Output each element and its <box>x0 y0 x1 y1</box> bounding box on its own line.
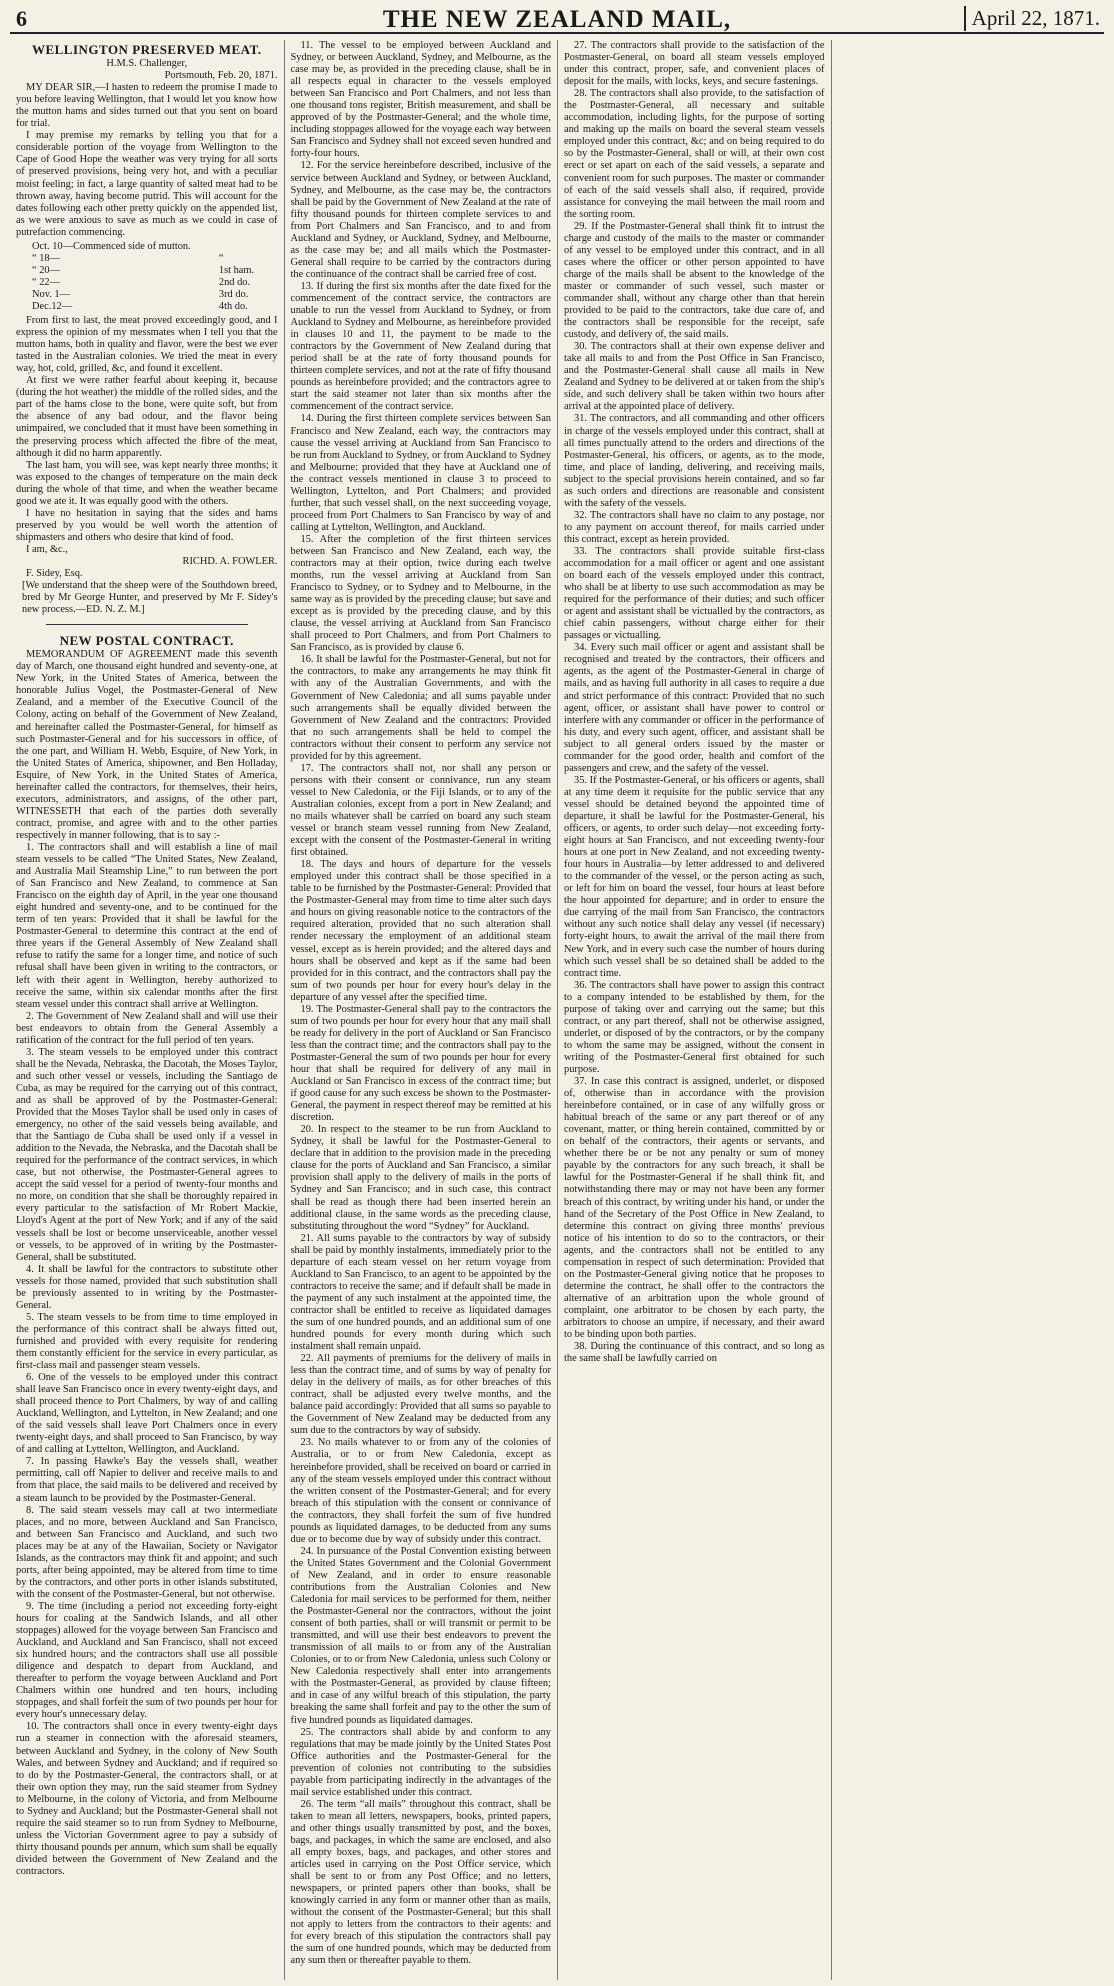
contract-preamble: MEMORANDUM OF AGREEMENT made this seventh day of March, one thousand eight hundred and seventy-one, at New York, in the United States of America, between the honorable Julius Vogel, the Postmaster-General of New Zealand, and a member of the Executive Council of the Colony, acting on behalf of the Government of New Zealand, and hereinafter called the Postmaster-General, for himself as such Postmaster-General and for his successors in office, of the one part, and William H. Webb, Esquire, of New York, in the United States of America, shipowner, and Ben Holladay, Esquire, of New York, in the United States of America, hereinafter called the contractors, for themselves, their heirs, executors, administrators, and assigns, of the other part, WITNESSETH that each of the parties doth severally contract, promise, and agree with and to the other parties respectively in manner following, that is to say :- <box>16 649 278 841</box>
contract-clause: 10. The contractors shall once in every twenty-eight days run a steamer in connection with the aforesaid steamers, between Auckland and Sydney, in the colony of New South Wales, and between Sydney and Auckland; and if required so to do by the Postmaster-General, the contractors shall, or at their own option they may, run the said steamer from Sydney to Melbourne, in the colony of Victoria, and from Melbourne to Sydney and Auckland; but the Postmaster-General shall not require the said steamer so to run from Sydney to Melbourne, unless the Victorian Government agree to pay a subsidy of thirty thousand pounds per annum, which sum shall be equally divided between the Government of New Zealand and the contractors. <box>16 1721 278 1877</box>
contract-clauses-part-2 <box>291 40 552 1968</box>
contract-clause: 11. The vessel to be employed between Auckland and Sydney, or between Auckland, Sydney, and Melbourne, as the case may be, as provided in the preceding clause, shall be in all respects equal in character to the vessels employed between San Francisco and Port Chalmers, and not less than one thousand tons register, British measurement, and shall be approved of by the Postmaster-General; and the whole time, including stoppages allowed for the voyage each way between San Francisco and Sydney shall not exceed seven hundred and forty-four hours. <box>290 40 551 160</box>
letter-paragraph: The last ham, you will see, was kept nearly three months; it was exposed to the changes of temperature on the main deck during the whole of that time, and when the weather became good we ate it. It was equally good with the others. <box>16 459 278 507</box>
contract-clause: 7. In passing Hawke's Bay the vessels shall, weather permitting, call off Napier to deliver and receive mails to and from that place, the said mails to be delivered and received by a steam launch to be provided by the Postmaster-General. <box>16 1456 278 1504</box>
column-2 <box>284 40 558 1980</box>
contract-clause: 15. After the completion of the first thirteen services between San Francisco and New Zealand, each way, the contractors may at their option, twice during each twelve months, run the vessel arriving at Auckland from San Francisco to Sydney, or to Sydney and to Melbourne, in the same way as is provided by the preceding clause; but save and except as is provided by the preceding clause, and by this clause, the vessel arriving at Auckland from San Francisco shall proceed to Port Chalmers, and from Port Chalmers to San Francisco, as is provided by clause 6. <box>290 533 551 654</box>
letter-paragraph: At first we were rather fearful about keeping it, because (during the hot weather) the middle of the rolled sides, and the part of the hams close to the bone, were quite soft, but from the absence of any bad odour, and the flavor being unimpaired, we concluded that it must have been something in the preserving process which affected the fibre of the meat, although it did no harm apparently. <box>16 375 278 459</box>
contract-clause: 22. All payments of premiums for the delivery of mails in less than the contract time, and of sums by way of penalty for delay in the delivery of mails, as for other breaches of this contract, shall be adjusted every twelve months, and the balance paid accordingly: Provided that all sums so payable to the Government of New Zealand may be deducted from any sum due to the contractors by way of subsidy. <box>290 1353 551 1437</box>
meat-part: 3rd do. <box>218 288 249 300</box>
meat-date: “ 20— <box>32 264 60 276</box>
letter-paragraph: MY DEAR SIR,—I hasten to redeem the promise I made to you before leaving Wellington, that I would let you know how the mutton hams and sides turned out that you sent on board for trial. <box>16 82 278 130</box>
contract-clause: 9. The time (including a period not exceeding forty-eight hours for coaling at the Sandwich Islands, and all other stoppages) allowed for the voyage between San Francisco and Auckland, and Auckland and San Francisco, shall not exceed six hundred hours; and the contractors shall use all possible diligence and despatch to depart from Auckland, and thereafter to perform the voyage between Auckland and Port Chalmers within one hundred and ten hours, including stoppages, and shall forfeit the sum of two pounds per hour for every hour's unnecessary delay. <box>16 1600 278 1721</box>
meat-date-row <box>28 289 263 301</box>
letter-closing: I am, &c., <box>26 543 68 555</box>
letter-place-date: Portsmouth, Feb. 20, 1871. <box>164 70 278 82</box>
contract-clause: 17. The contractors shall not, nor shall any person or persons with their consent or connivance, run any steam vessel to New Caledonia, or the Fiji Islands, or to any of the Australian colonies, except from a port in New Zealand; and no mails whatever shall be carried on board any such steam vessel or branch steam vessel running from New Zealand, except with the consent of the Postmaster-General in writing first obtained. <box>290 762 551 859</box>
contract-clause: 1. The contractors shall and will establish a line of mail steam vessels to be called “The United States, New Zealand, and Australia Mail Steamship Line,” to run between the port of San Francisco and New Zealand, to commence at San Francisco on the eighth day of April, in the year one thousand eight hundred and seventy-one, and to be continued for the term of ten years: Provided that it shall be lawful for the Postmaster-General to determine this contract at the end of three years if the General Assembly of New Zealand shall refuse to ratify the same for a longer time, and notice of such refusal shall have been given in writing to the contractors, or left with their agent in Wellington, hereby authorized to receive the same, within six calendar months after the first steam vessel under this contract shall arrive at Wellington. <box>16 842 278 1010</box>
contract-clause: 19. The Postmaster-General shall pay to the contractors the sum of two pounds per hour for every hour that any mail shall be ready for delivery in the port of Auckland or San Francisco less than the contract time; and the contractors shall pay to the Postmaster-General the sum of two pounds per hour for every hour that shall be required for delivery of any mail in Auckland or San Francisco in excess of the contract time; but if good cause for any such excess be shown to the Postmaster-General, the payment in respect thereof may be remitted at his discretion. <box>290 1003 551 1124</box>
meat-date: Nov. 1— <box>32 288 71 300</box>
columns <box>10 40 1104 1980</box>
contract-clause: 31. The contractors, and all commanding and other officers in charge of the vessels employed under this contract, shall at all times punctually attend to the orders and directions of the Postmaster-General, his officers, or agents, as to the mode, time, and place of landing, delivering, and receiving mails, subject to the special provisions herein contained, and so far as such orders and directions are reasonable and consistent with the safety of the vessels. <box>564 413 825 509</box>
contract-clauses-part-3 <box>564 40 825 1365</box>
contract-clause: 28. The contractors shall also provide, to the satisfaction of the Postmaster-General, all necessary and suitable accommodation, including lights, for the purpose of sorting and making up the mails on board the several steam vessels employed under this contract, &c; and on being required to do so by the Postmaster-General, shall or will, at their own cost erect or set apart on each of the said vessels, a separate and convenient room for such purposes. The master or commander of each of the said vessels shall also, if required, provide assistance for conveying the mail between the mail room and the sorting room. <box>564 88 825 220</box>
contract-clause: 24. In pursuance of the Postal Convention existing between the United States Government and the Colonial Government of New Zealand, and in order to ensure reasonable contributions from the Australian Colonies and New Caledonia for mail services to be performed for them, neither the Postmaster-General nor the contractors, without the joint consent of both parties, shall or will transmit or permit to be transmitted, and will use their best endeavors to prevent the transmission of all mails to or from any of the Australian Colonies, or to or from New Caledonia, unless such Colony or New Caledonia respectively shall enter into arrangements with the Postmaster-General, as provided by clause fifteen; and in case of any wilful breach of this stipulation, the party breaking the same shall forfeit and pay to the other the sum of five hundred pounds as liquidated damages. <box>290 1545 551 1726</box>
contract-clause: 12. For the service hereinbefore described, inclusive of the service between Auckland and Sydney, or between Auckland, Sydney, and Melbourne, as the case may be, the contractors shall be paid by the Government of New Zealand at the rate of fifty thousand pounds for thirteen complete services to and from Port Chalmers and San Francisco, and to and from Auckland and Sydney, or Auckland, Sydney, and Melbourne, as the case may be; and all mails which the Postmaster-General shall require to be carried by the contractors during the continuance of the contract shall be carried free of cost. <box>290 160 551 280</box>
contract-clause: 32. The contractors shall have no claim to any postage, nor to any payment on account thereof, for mails carried under this contract, except as herein provided. <box>564 509 825 545</box>
contract-clause: 13. If during the first six months after the date fixed for the commencement of the contract service, the contractors are unable to run the vessel from Auckland to Sydney, or from Auckland to Sydney and Melbourne, as hereinbefore provided in clauses 10 and 11, the payment to be made to the contractors by the Government of New Zealand during that period shall be at the rate of forty thousand pounds for thirteen complete services, and not at the rate of fifty thousand pounds as hereinbefore provided; and the contractors agree to start the said steamer not later than six months after the commencement of the contract service. <box>290 280 551 413</box>
column-1 <box>10 40 284 1980</box>
meat-date-row <box>28 301 263 313</box>
contract-clause: 8. The said steam vessels may call at two intermediate places, and no more, between Auckland and San Francisco, and between San Francisco and Auckland, and such two places may be at any of the Hawaiian, Society or Navigator Islands, as the contractors may think fit and appoint; and such ports, after being appointed, may be altered from time to time by the contractors, and other ports in other islands substituted, with the consent of the Postmaster-General, but not otherwise. <box>16 1504 278 1600</box>
meat-part: 2nd do. <box>218 276 251 288</box>
meat-date-row <box>28 253 263 265</box>
letter-ship: H.M.S. Challenger, <box>106 58 188 70</box>
letter-signature: RICHD. A. FOWLER. <box>182 555 278 567</box>
contract-clause: 14. During the first thirteen complete services between San Francisco and New Zealand, each way, the contractors may cause the vessel arriving at Auckland from San Francisco to be run from Auckland to Sydney, or from Auckland to Sydney and Melbourne: provided that they have at Auckland one of the contract vessels mentioned in clause 3 to proceed to Wellington, Lyttelton, and Port Chalmers; and provided further, that such vessel shall, on the next succeeding voyage, proceed from Port Chalmers to San Francisco by way of and calling at Lyttelton, Wellington, and Auckland. <box>290 413 551 533</box>
meat-part <box>215 241 263 253</box>
editor-note: [We understand that the sheep were of the Southdown breed, bred by Mr George Hunter, and preserved by Mr F. Sidey's new process.—ED. N. Z. M.] <box>22 580 278 616</box>
contract-clause: 27. The contractors shall provide to the satisfaction of the Postmaster-General, on board all steam vessels employed under this contract, proper, safe, and convenient places of deposit for the mails, with locks, keys, and secure fastenings. <box>564 40 825 88</box>
contract-clause: 37. In case this contract is assigned, underlet, or disposed of, otherwise than in accordance with the provision hereinbefore contained, or in case of any wilfully gross or habitual breach of the same or any part thereof or of any covenant, matter, or thing herein contained, committed by or on behalf of the contractors, their agents or servants, and whether there be or be not any penalty or sum of money payable by the contractors for any such breach, it shall be lawful for the Postmaster-General if he shall think fit, and notwithstanding there may or may not have been any former breach of this contract, by writing under his hand, or under the hand of the Secretary of the Post Office in New Zealand, to determine this contract on giving three months' previous notice of his intention to do so to the contractors, or their agents, and the contractors shall not be entitled to any compensation in respect of such determination: Provided that on the Postmaster-General giving notice that he proposes to determine the contract, he shall offer to the contractors the alternative of an arbitration upon the whole ground of complaint, one arbitrator to be chosen by each party, the arbitrators to choose an umpire, if necessary, and their award to be binding upon both parties. <box>564 1076 825 1341</box>
page-number: 6 <box>16 6 27 31</box>
newspaper-page <box>10 0 1104 1982</box>
meat-part: “ <box>218 252 224 264</box>
meat-part: 4th do. <box>218 300 248 312</box>
letter-paragraph: I have no hesitation in saying that the sides and hams preserved by you would be well worth the attention of shipmasters and others who desire that kind of food. <box>16 507 278 543</box>
contract-clause: 2. The Government of New Zealand shall and will use their best endeavors to obtain from the General Assembly a ratification of the contract for the full period of ten years. <box>16 1010 278 1046</box>
contract-clause: 36. The contractors shall have power to assign this contract to a company intended to be established by them, for the purpose of taking over and carrying out the same; but this contract, or any part thereof, shall not be otherwise assigned, underlet, or disposed of by the contractors, or by the company to whom the same may be assigned, without the consent in writing of the Postmaster-General first obtained for such purpose. <box>564 979 825 1075</box>
contract-clauses-part-1 <box>16 842 278 1878</box>
contract-clause: 34. Every such mail officer or agent and assistant shall be recognised and treated by the contractors, their officers and agents, as the agent of the Postmaster-General in charge of mails, and as having full authority in all cases to require a due and strict performance of this contract: Provided that no such agent, officer, or assistant shall have power to control or interfere with any commander or officer in the performance of his duty, and every such agent, officer, and assistant shall be subject to all general orders issued by the master or commander for the good order, health and comfort of the passengers and crew, and the safety of the vessel. <box>564 642 825 774</box>
meat-date: “ 22— <box>32 276 60 288</box>
contract-clause: 26. The term “all mails” throughout this contract, shall be taken to mean all letters, newspapers, books, printed papers, and other things usually transmitted by post, and the boxes, bags, and packages, in which the same are enclosed, and also all empty boxes, bags, and packages, and other stores and articles used in carrying on the Post Office service, which shall be sent to or from any Post Office; and no letters, newspapers, or printed papers other than books, shall be knowingly carried in any form or manner other than as mails, without the consent of the Postmaster-General; but this shall not apply to letters from the contractors to their agents: and for every breach of this stipulation the contractors shall pay the sum of one hundred pounds, which may be deducted from any sum then or thereafter payable to them. <box>290 1798 551 1967</box>
contract-clause: 33. The contractors shall provide suitable first-class accommodation for a mail officer or agent and one assistant on board each of the vessels employed under this contract, who shall be at liberty to use such accommodation as may be required for the performance of their duties; and such officer or agent and assistant shall be victualled by the contractors, as chief cabin passengers, without charge either for their passages or victualling. <box>564 545 825 642</box>
meat-date: Oct. 10—Commenced side of mutton. <box>32 240 191 252</box>
contract-clause: 30. The contractors shall at their own expense deliver and take all mails to and from the Post Office in San Francisco, and the Postmaster-General shall cause all mails in New Zealand and Sydney to be delivered at or taken from the ship's side, and such delivery shall be taken within two hours after arrival at the appointed place of delivery. <box>564 341 825 413</box>
meat-dates-table <box>28 241 263 313</box>
contract-clause: 23. No mails whatever to or from any of the colonies of Australia, or to or from New Caledonia, except as hereinbefore provided, shall be received on board or carried in any of the steam vessels employed under this contract without the written consent of the Postmaster-General; and for every breach of this stipulation with the consent or connivance of the contractors, they shall forfeit the sum of five hundred pounds as liquidated damages, to be deducted from any sums due or to become due by way of subsidy under this contract. <box>290 1437 551 1545</box>
article-headline-meat: WELLINGTON PRESERVED MEAT. <box>31 42 262 57</box>
column-4 <box>831 40 1105 1980</box>
contract-clause: 4. It shall be lawful for the contractors to substitute other vessels for those named, provided that such substitution shall be previously assented to in writing by the Postmaster-General. <box>16 1263 278 1311</box>
letter-addressee: F. Sidey, Esq. <box>26 568 83 580</box>
contract-clause: 29. If the Postmaster-General shall think fit to intrust the charge and custody of the mails to the master or commander of any vessel to be employed under this contract, and in all cases where the officer or other person appointed to have charge of the mails shall be absent to the knowledge of the master or commander of such vessel, such master or commander shall, without any charge other than that herein provided to be paid to the contractors, take due care of, and the contractors shall be responsible for the receipt, safe custody, and delivery of, the said mails. <box>564 220 825 341</box>
column-3 <box>557 40 831 1980</box>
contract-clause: 6. One of the vessels to be employed under this contract shall leave San Francisco once in every twenty-eight days, and shall proceed thence to Port Chalmers, by way of and calling Auckland, Wellington, and Lyttelton, in New Zealand; and one of the said vessels shall leave Port Chalmers once in every twenty-eight days, and shall proceed to San Francisco, by way of and calling at Lyttelton, Wellington, and Auckland. <box>16 1372 278 1456</box>
contract-clause: 3. The steam vessels to be employed under this contract shall be the Nevada, Nebraska, the Dacotah, the Moses Taylor, and such other vessel or vessels, including the Santiago de Cuba, as may be required for the carrying out of this contract, and as shall be approved of by the Postmaster-General: Provided that the Moses Taylor shall be used only in cases of emergency, no other of the said vessels being available, and that the Santiago de Cuba shall be used only if a vessel in addition to the Nevada, the Nebraska, and the Dacotah shall be required for the performance of the contract services, in which case, but not otherwise, the Postmaster-General agrees to accept the said vessel for a period of twenty-four months and no more, on condition that she shall be thoroughly repaired in every particular to the satisfaction of Mr Robert Mackie, Lloyd's Agent at the port of New York; and if any of the said vessels shall be lost or become unserviceable, another vessel or vessels, to be approved of in writing by the Postmaster-General, shall be substituted. <box>16 1046 278 1263</box>
contract-clause: 21. All sums payable to the contractors by way of subsidy shall be paid by monthly instalments, immediately prior to the departure of each steam vessel on her return voyage from Auckland to San Francisco, to an agent to be appointed by the contractors to receive the same; and if default shall be made in the payment of any such instalment at the appointed time, the contractor shall be entitled to receive as liquidated damages the sum of one hundred pounds, and an additional sum of one hundred pounds for every month during which such instalment shall remain unpaid. <box>290 1232 551 1353</box>
meat-part: 1st ham. <box>218 264 255 276</box>
contract-clause: 20. In respect to the steamer to be run from Auckland to Sydney, it shall be lawful for the Postmaster-General to declare that in addition to the provision made in the preceding clause for the ports of Auckland and San Francisco, a similar provision shall apply to the delivery of mails in the ports of Sydney and San Francisco; and in such case, this contract shall be read as though there had been inserted herein an additional clause, in the same words as the preceding clause, substituting throughout the word “Sydney” for Auckland. <box>290 1124 551 1232</box>
issue-date: April 22, 1871. <box>964 6 1100 31</box>
contract-clause: 5. The steam vessels to be from time to time employed in the performance of this contract shall be always fitted out, furnished and provided with every requisite for rendering them constantly efficient for the service in every particular, as first-class mail and passenger steam vessels. <box>16 1311 278 1372</box>
meat-date-row <box>28 241 263 253</box>
meat-date: Dec.12— <box>32 300 73 312</box>
letter-paragraph: I may premise my remarks by telling you that for a considerable portion of the voyage from Wellington to the Cape of Good Hope the weather was very trying for all sorts of preserved provisions, being very hot, and with a peculiar moist feeling; in fact, a large quantity of salted meat had to be thrown away, having become putrid. This will account for the dates following each other pretty quickly on the appended list, as we were anxious to save as much as we could in case of putrefaction commencing. <box>16 130 278 238</box>
contract-clause: 25. The contractors shall abide by and conform to any regulations that may be made jointly by the United States Post Office authorities and the Postmaster-General for the prevention of colonies not contributing to the subsidies payable from participating indirectly in the advantages of the mail service established under this contract. <box>290 1726 551 1798</box>
masthead <box>10 6 1104 34</box>
meat-date-row <box>28 265 263 277</box>
meat-date-row <box>28 277 263 289</box>
newspaper-title: THE NEW ZEALAND MAIL, <box>382 6 732 33</box>
section-divider <box>46 624 248 625</box>
meat-date: “ 18— <box>32 252 60 264</box>
letter-paragraph: From first to last, the meat proved exceedingly good, and I express the opinion of my messmates when I tell you that the mutton hams, both in quality and flavor, were the best we ever tasted in the Australian colonies. We tried the meat in every way, hot, cold, grilled, &c, and found it excellent. <box>16 315 278 375</box>
contract-clause: 18. The days and hours of departure for the vessels employed under this contract shall be those specified in a table to be furnished by the Postmaster-General: Provided that the Postmaster-General may from time to time alter such days and hours on giving reasonable notice to the contractors of the required alteration, provided that no such alteration shall render necessary the employment of an additional steam vessel, except as is herein provided; and the altered days and hours shall be observed and kept as if the same had been provided for in this contract, and the contractors shall pay the sum of two pounds per hour for every hour's delay in the departure of any vessel after the specified time. <box>290 859 551 1003</box>
contract-clause: 38. During the continuance of this contract, and so long as the same shall be lawfully carried on <box>564 1341 825 1365</box>
article-headline-contract: NEW POSTAL CONTRACT. <box>59 633 234 649</box>
contract-clause: 35. If the Postmaster-General, or his officers or agents, shall at any time deem it requisite for the public service that any vessel should be detained beyond the appointed time of departure, it shall be lawful for the Postmaster-General, his officers, or agents, to order such delay—not exceeding forty-eight hours at San Francisco, and not exceeding twenty-four hours at one port in New Zealand, and not exceeding twenty-four hours in Australia—by letter addressed to and delivered to the commander of the vessel, or the person acting as such, or left for him on board the vessel, four hours at least before the hour appointed for departure; and in order to ensure the due carrying of the mail from San Francisco, the contractors without any such notice shall delay any vessel (if necessary) forty-eight hours, to await the arrival of the mail there from New York, and in every such case the number of hours during which such vessel shall be so detained shall be added to the contract time. <box>564 774 825 979</box>
contract-clause: 16. It shall be lawful for the Postmaster-General, but not for the contractors, to make any arrangements he may think fit with any of the Australian Governments, and with the Government of New Caledonia; and all sums payable under such arrangements shall be equally divided between the Government of New Zealand and the contractors: Provided that no such arrangements shall be held to compel the contractors without their consent to perform any service not provided for by this agreement. <box>290 654 551 762</box>
